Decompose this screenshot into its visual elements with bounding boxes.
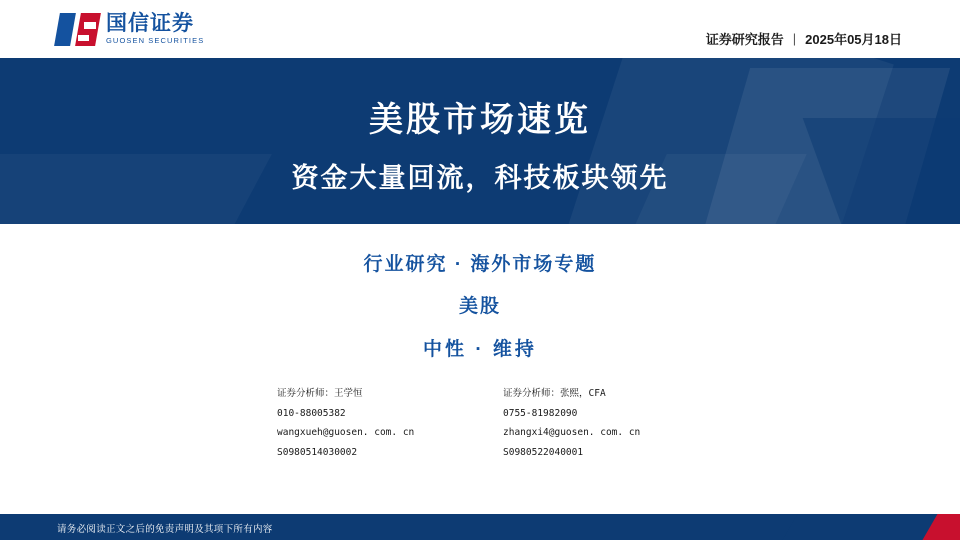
logo-name-en: GUOSEN SECURITIES — [106, 36, 205, 45]
analyst-email: zhangxi4@guosen. com. cn — [503, 427, 641, 438]
analyst-entry — [277, 384, 457, 462]
header — [0, 0, 960, 58]
report-subtitle: 资金大量回流，科技板块领先 — [291, 163, 669, 193]
analyst-phone: 0755-81982090 — [503, 407, 578, 419]
footer-decoration-blue — [782, 514, 937, 540]
report-date: 2025年05月18日 — [805, 32, 902, 47]
report-type-label: 证券研究报告 — [705, 32, 784, 47]
header-separator: | — [792, 31, 797, 46]
rating-label: 中性 · 维持 — [423, 339, 537, 360]
company-logo — [57, 13, 204, 46]
analyst-name: 证券分析师：王学恒 — [277, 388, 363, 399]
analyst-info — [0, 384, 960, 462]
analyst-entry — [503, 384, 683, 462]
guosen-logo-icon — [57, 13, 99, 46]
analyst-phone: 010-88005382 — [277, 407, 346, 419]
market-label: 美股 — [458, 296, 501, 317]
logo-wordmark — [106, 13, 204, 46]
logo-name-cn: 国信证券 — [106, 12, 194, 35]
analyst-email: wangxueh@guosen. com. cn — [277, 427, 415, 438]
industry-label: 行业研究 · 海外市场专题 — [363, 254, 597, 275]
analyst-license: S0980522040001 — [503, 446, 584, 458]
footer-disclaimer: 请务必阅读正文之后的免责声明及其项下所有内容 — [57, 524, 273, 535]
header-meta — [706, 29, 902, 48]
analyst-name: 证券分析师：张熙，CFA — [503, 388, 606, 399]
analyst-license: S0980514030002 — [277, 446, 358, 458]
report-meta-section — [0, 224, 960, 514]
title-banner — [0, 58, 960, 224]
report-title: 美股市场速览 — [369, 101, 591, 139]
footer — [0, 514, 960, 540]
